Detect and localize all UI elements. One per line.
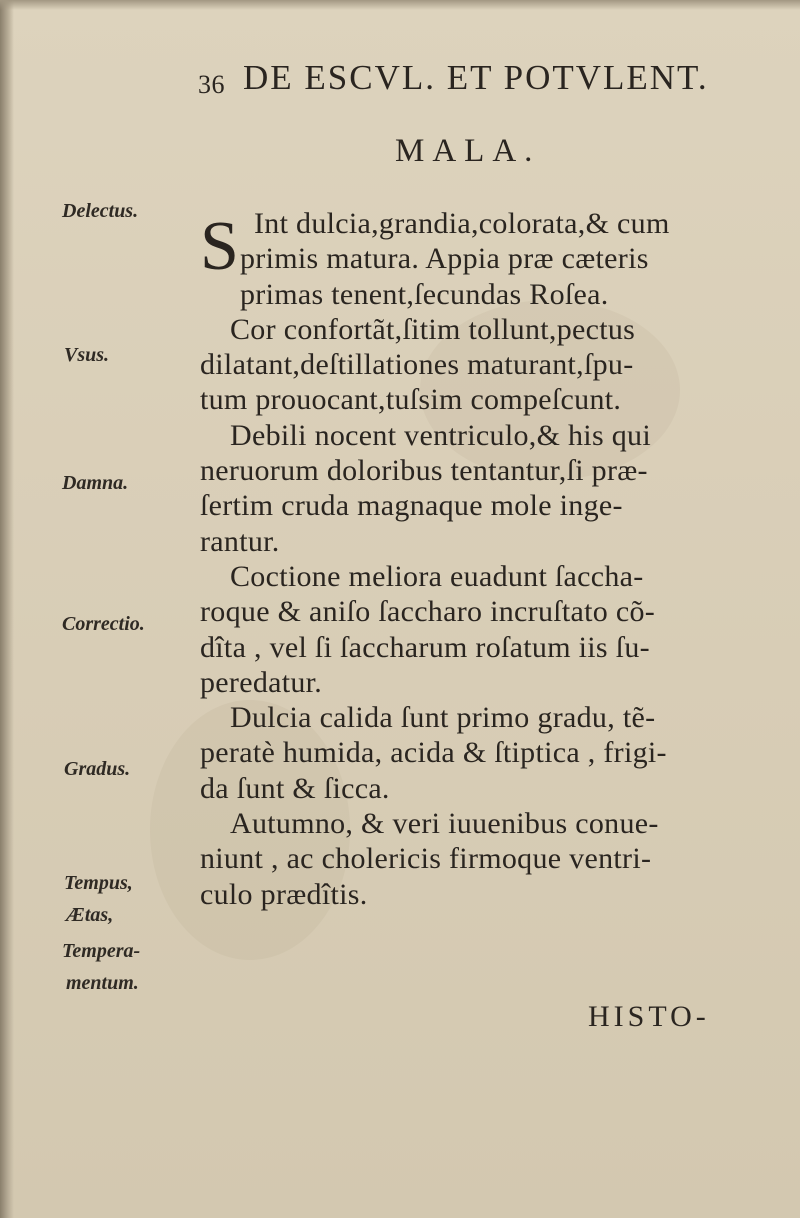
drop-cap: S: [200, 208, 239, 285]
text-line: ſertim cruda magnaque mole inge-: [200, 489, 623, 523]
text-line: Dulcia calida ſunt primo gradu, tẽ-: [230, 701, 656, 735]
text-line: rantur.: [200, 524, 280, 558]
text-line: Autumno, & veri iuuenibus conue-: [230, 807, 659, 841]
page-top-edge: [0, 0, 800, 10]
margin-note: Correctio.: [62, 613, 145, 635]
text-line: Int dulcia,grandia,colorata,& cum: [254, 207, 670, 240]
margin-note: Vsus.: [64, 344, 110, 366]
text-line: tum prouocant,tuſsim compeſcunt.: [200, 383, 622, 417]
text-line: peredatur.: [200, 665, 323, 699]
page-number: 36: [198, 70, 225, 99]
body-text: [200, 206, 760, 912]
text-line: Cor confortãt,ſitim tollunt,pectus: [230, 312, 636, 346]
section-title: MALA.: [395, 133, 541, 169]
text-line: dilatant,deſtillationes maturant,ſpu-: [200, 348, 634, 382]
text-line: primis matura. Appia præ cæteris: [240, 242, 649, 276]
text-line: niunt , ac cholericis firmoque ventri-: [200, 842, 652, 876]
text-line: Debili nocent ventriculo,& his qui: [230, 418, 651, 452]
text-line: roque & aniſo ſaccharo incruſtato cõ-: [200, 595, 656, 629]
text-line: Coctione meliora euadunt ſaccha-: [230, 559, 644, 593]
catchword: HISTO-: [588, 1000, 710, 1033]
text-line: neruorum doloribus tentantur,ſi præ-: [200, 454, 648, 488]
margin-note: Delectus.: [62, 200, 139, 222]
text-line: peratè humida, acida & ſtiptica , frigi-: [200, 736, 667, 770]
text-line: dîta , vel ſi ſaccharum roſatum iis ſu-: [200, 630, 650, 664]
page-left-edge: [0, 0, 14, 1218]
text-line: culo prædîtis.: [200, 877, 368, 911]
text-line: da ſunt & ſicca.: [200, 771, 390, 805]
margin-note: Ætas,: [66, 904, 114, 926]
margin-note: mentum.: [66, 972, 139, 994]
running-head: DE ESCVL. ET POTVLENT.: [243, 58, 709, 97]
margin-note: Damna.: [62, 472, 129, 494]
margin-note: Gradus.: [64, 758, 131, 780]
margin-note: Tempera-: [62, 940, 141, 962]
text-line: primas tenent,ſecundas Roſea.: [240, 277, 609, 311]
margin-note: Tempus,: [64, 872, 133, 894]
page-header: [0, 58, 800, 98]
